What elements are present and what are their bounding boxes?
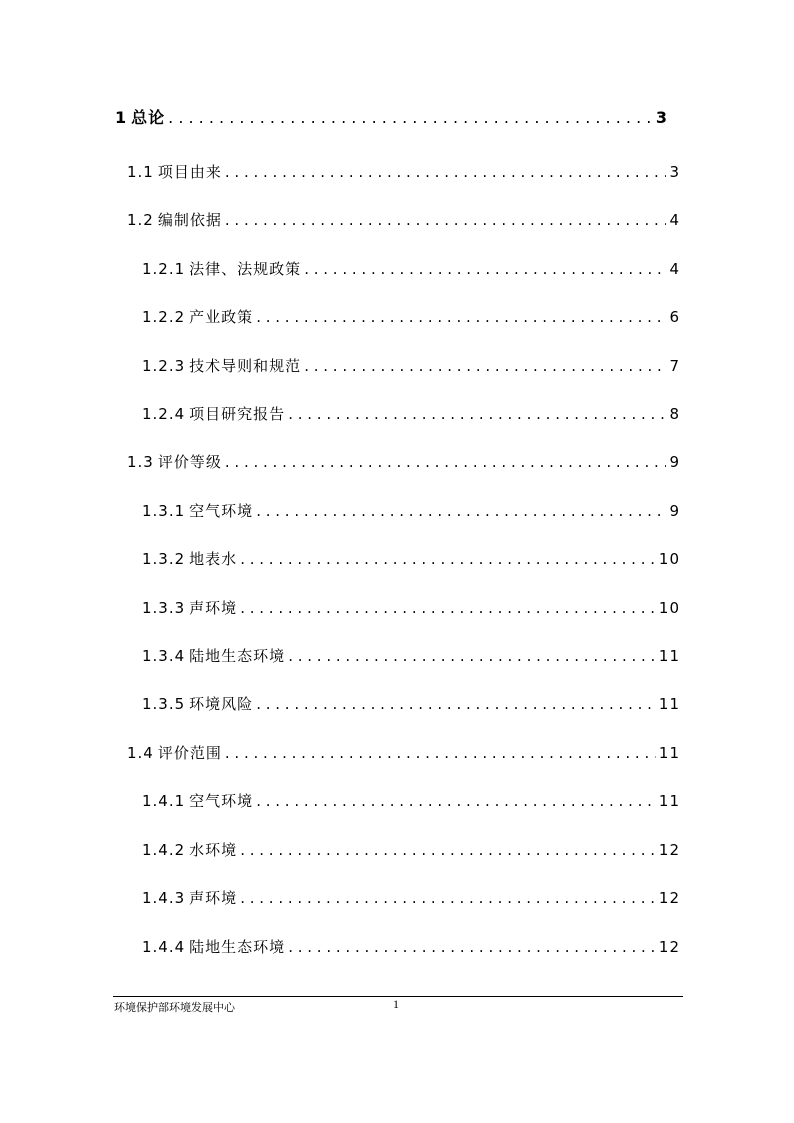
toc-entry-1-3[interactable] — [127, 451, 680, 473]
toc-number: 1.2 — [127, 211, 154, 229]
toc-leader-dots — [168, 108, 653, 127]
toc-number: 1.3.5 — [142, 695, 186, 713]
toc-number: 1.2.3 — [142, 357, 186, 375]
toc-page-number: 4 — [669, 260, 680, 278]
toc-number: 1.2.1 — [142, 260, 186, 278]
toc-entry-1-2-4[interactable] — [142, 403, 680, 425]
toc-page-number: 9 — [669, 502, 680, 520]
toc-page-number: 7 — [669, 357, 680, 375]
toc-entry-1-4-1[interactable] — [142, 790, 680, 812]
toc-entry-1-3-3[interactable] — [142, 597, 680, 619]
toc-title: 陆地生态环境 — [189, 938, 286, 956]
toc-leader-dots — [256, 792, 656, 810]
toc-page-number: 9 — [669, 453, 680, 471]
toc-page-number: 12 — [658, 938, 680, 956]
toc-page-number: 11 — [658, 792, 680, 810]
toc-title: 项目由来 — [157, 163, 222, 181]
toc-entry-1-2-2[interactable] — [142, 306, 680, 328]
toc-title: 总论 — [131, 108, 166, 127]
toc-title: 编制依据 — [157, 211, 222, 229]
toc-entry-1-2[interactable] — [127, 209, 680, 231]
toc-number: 1.3.3 — [142, 599, 186, 617]
toc-number: 1.3.4 — [142, 647, 186, 665]
toc-leader-dots — [240, 599, 656, 617]
toc-entry-1-3-2[interactable] — [142, 548, 680, 570]
toc-leader-dots — [240, 889, 656, 907]
footer-organization: 环境保护部环境发展中心 — [114, 1001, 235, 1014]
toc-entry-1-4[interactable] — [127, 742, 680, 764]
toc-entry-1-2-1[interactable] — [142, 258, 680, 280]
toc-number: 1.3.2 — [142, 550, 186, 568]
toc-number: 1.4.2 — [142, 841, 186, 859]
toc-number: 1.3.1 — [142, 502, 186, 520]
toc-entry-1-4-2[interactable] — [142, 839, 680, 861]
toc-leader-dots — [304, 357, 666, 375]
toc-title: 产业政策 — [189, 308, 254, 326]
toc-leader-dots — [288, 938, 656, 956]
toc-number: 1.2.2 — [142, 308, 186, 326]
toc-number: 1 — [115, 108, 128, 127]
toc-leader-dots — [288, 405, 666, 423]
toc-title: 空气环境 — [189, 502, 254, 520]
toc-number: 1.2.4 — [142, 405, 186, 423]
toc-page-number: 3 — [655, 108, 668, 127]
toc-entry-1-2-3[interactable] — [142, 355, 680, 377]
toc-page-number: 12 — [658, 841, 680, 859]
toc-number: 1.3 — [127, 453, 154, 471]
toc-entry-1-1[interactable] — [127, 161, 680, 183]
toc-leader-dots — [240, 550, 656, 568]
toc-title: 陆地生态环境 — [189, 647, 286, 665]
toc-page-number: 11 — [658, 744, 680, 762]
toc-number: 1.4.3 — [142, 889, 186, 907]
toc-leader-dots — [240, 841, 656, 859]
toc-title: 声环境 — [189, 599, 238, 617]
toc-entry-1[interactable] — [115, 105, 668, 127]
toc-title: 空气环境 — [189, 792, 254, 810]
toc-number: 1.4 — [127, 744, 154, 762]
toc-title: 技术导则和规范 — [189, 357, 302, 375]
toc-leader-dots — [225, 211, 667, 229]
toc-entry-1-3-5[interactable] — [142, 693, 680, 715]
toc-page-number: 8 — [669, 405, 680, 423]
toc-leader-dots — [288, 647, 656, 665]
toc-title: 环境风险 — [189, 695, 254, 713]
toc-title: 地表水 — [189, 550, 238, 568]
toc-title: 水环境 — [189, 841, 238, 859]
toc-leader-dots — [256, 308, 666, 326]
toc-leader-dots — [225, 744, 656, 762]
toc-title: 法律、法规政策 — [189, 260, 302, 278]
toc-page-number: 10 — [658, 599, 680, 617]
toc-page-number: 11 — [658, 695, 680, 713]
toc-entry-1-4-3[interactable] — [142, 887, 680, 909]
toc-title: 项目研究报告 — [189, 405, 286, 423]
toc-page-number: 10 — [658, 550, 680, 568]
toc-leader-dots — [225, 163, 667, 181]
footer-page-number: 1 — [393, 997, 399, 1011]
toc-page-number: 4 — [669, 211, 680, 229]
toc-page-number: 11 — [658, 647, 680, 665]
toc-entry-1-4-4[interactable] — [142, 936, 680, 958]
toc-leader-dots — [304, 260, 666, 278]
toc-leader-dots — [256, 502, 666, 520]
toc-title: 评价范围 — [157, 744, 222, 762]
toc-number: 1.4.4 — [142, 938, 186, 956]
toc-entry-1-3-1[interactable] — [142, 500, 680, 522]
toc-title: 声环境 — [189, 889, 238, 907]
toc-page-number: 12 — [658, 889, 680, 907]
toc-page-number: 6 — [669, 308, 680, 326]
toc-number: 1.1 — [127, 163, 154, 181]
toc-entry-1-3-4[interactable] — [142, 645, 680, 667]
toc-leader-dots — [225, 453, 667, 471]
toc-title: 评价等级 — [157, 453, 222, 471]
toc-page-number: 3 — [669, 163, 680, 181]
toc-leader-dots — [256, 695, 656, 713]
toc-number: 1.4.1 — [142, 792, 186, 810]
